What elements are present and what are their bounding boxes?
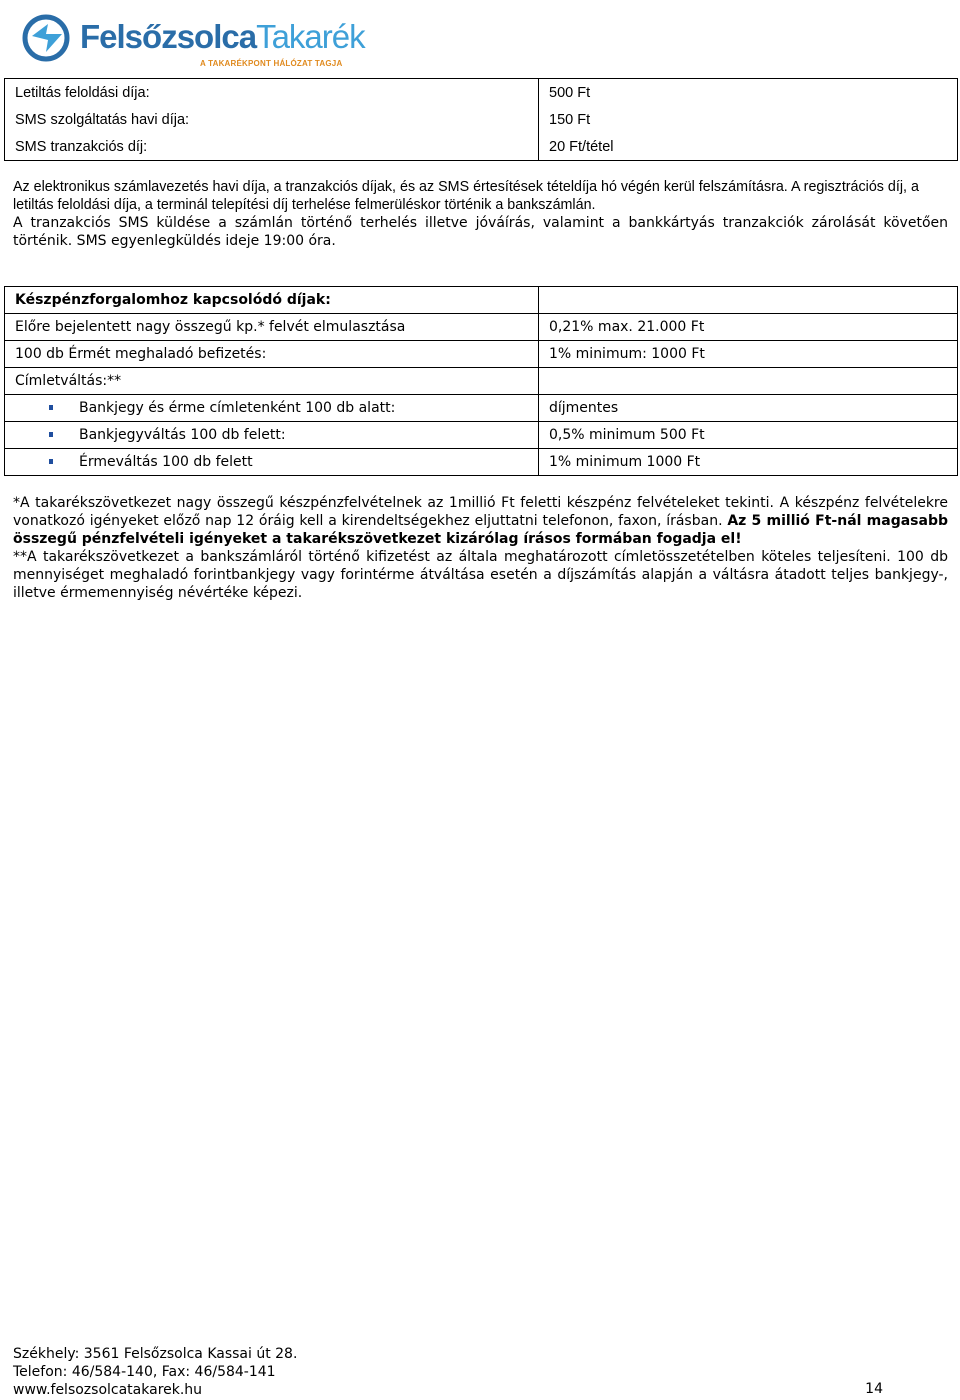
logo-wordmark: FelsőzsolcaTakarék (80, 18, 365, 55)
fee-value: 0,21% max. 21.000 Ft (539, 314, 958, 341)
cash-fee-table (4, 286, 958, 476)
table-row (5, 133, 958, 161)
table-row (5, 314, 958, 341)
footnotes (13, 494, 948, 602)
fee-label: SMS szolgáltatás havi díja: (5, 106, 539, 133)
table-row (5, 449, 958, 476)
table-row (5, 341, 958, 368)
table-row (5, 395, 958, 422)
fee-value: 20 Ft/tétel (539, 133, 958, 161)
footer-phone: Telefon: 46/584-140, Fax: 46/584-141 (13, 1364, 276, 1380)
fee-value: 500 Ft (539, 79, 958, 107)
empty-cell (539, 287, 958, 314)
page-footer (13, 1345, 948, 1399)
logo-tagline: A TAKARÉKPONT HÁLÓZAT TAGJA (200, 59, 343, 68)
sms-paragraph: A tranzakciós SMS küldése a számlán történő terhelés illetve jóváírás, valamint a bankkártyás tranzakciók zárolását követően történik. SMS egyenlegküldés ideje 19:00 óra. (13, 215, 948, 249)
square-bullet-icon (49, 405, 53, 410)
table-row (5, 106, 958, 133)
table-row (5, 368, 958, 395)
footer-website: www.felsozsolcatakarek.hu (13, 1382, 203, 1398)
table-row (5, 79, 958, 107)
footer-address: Székhely: 3561 Felsőzsolca Kassai út 28. (13, 1346, 298, 1362)
fee-label: 100 db Érmét meghaladó befizetés: (5, 341, 539, 368)
page-number: 14 (865, 1381, 883, 1397)
footnote-1: *A takarékszövetkezet nagy összegű készpénzfelvételnek az 1millió Ft feletti készpénz felvételeket tekinti. A készpénz felvételekre vonatkozó igényeket előző nap 12 óráig kell a kirendeltségekhez eljuttatni telefonon, faxon, írásban. Az 5 millió Ft-nál magasabb összegű pénzfelvételi igényeket a takarékszövetkezet kizárólag írásos formában fogadja el! (13, 495, 948, 547)
square-bullet-icon (49, 432, 53, 437)
fee-label: Bankjegy és érme címletenként 100 db alatt: (5, 395, 539, 422)
fee-value: 0,5% minimum 500 Ft (539, 422, 958, 449)
billing-paragraph: Az elektronikus számlavezetés havi díja, a tranzakciós díjak, és az SMS értesítések tételdíja hó végén kerül felszámításra. A regisztrációs díj, a letiltás feloldási díja, a terminál telepítési díj terhelése felmerüléskor történik a bankszámlán. (13, 179, 919, 213)
logo-emblem-icon (22, 10, 72, 66)
fee-label: Címletváltás:** (5, 368, 539, 395)
fee-label: Előre bejelentett nagy összegű kp.* felvét elmulasztása (5, 314, 539, 341)
fee-value: 150 Ft (539, 106, 958, 133)
fee-value: díjmentes (539, 395, 958, 422)
fee-value: 1% minimum 1000 Ft (539, 449, 958, 476)
fee-value (539, 368, 958, 395)
fee-label: Érmeváltás 100 db felett (5, 449, 539, 476)
table-row (5, 422, 958, 449)
fee-label: SMS tranzakciós díj: (5, 133, 539, 161)
fee-label: Letiltás feloldási díja: (5, 79, 539, 107)
square-bullet-icon (49, 459, 53, 464)
footnote-2: **A takarékszövetkezet a bankszámláról történő kifizetést az általa meghatározott címletösszetételben köteles teljesíteni. 100 db mennyiséget meghaladó forintbankjegy vagy forintérme átváltása esetén a díjszámítás alapján a váltásra átadott teljes bankjegy-, illetve érmemennyiség névértéke képezi. (13, 549, 948, 601)
table-row (5, 287, 958, 314)
bank-logo (22, 8, 365, 72)
fee-value: 1% minimum: 1000 Ft (539, 341, 958, 368)
fee-label: Bankjegyváltás 100 db felett: (5, 422, 539, 449)
table-heading: Készpénzforgalomhoz kapcsolódó díjak: (5, 287, 539, 314)
service-fee-table (4, 78, 958, 161)
